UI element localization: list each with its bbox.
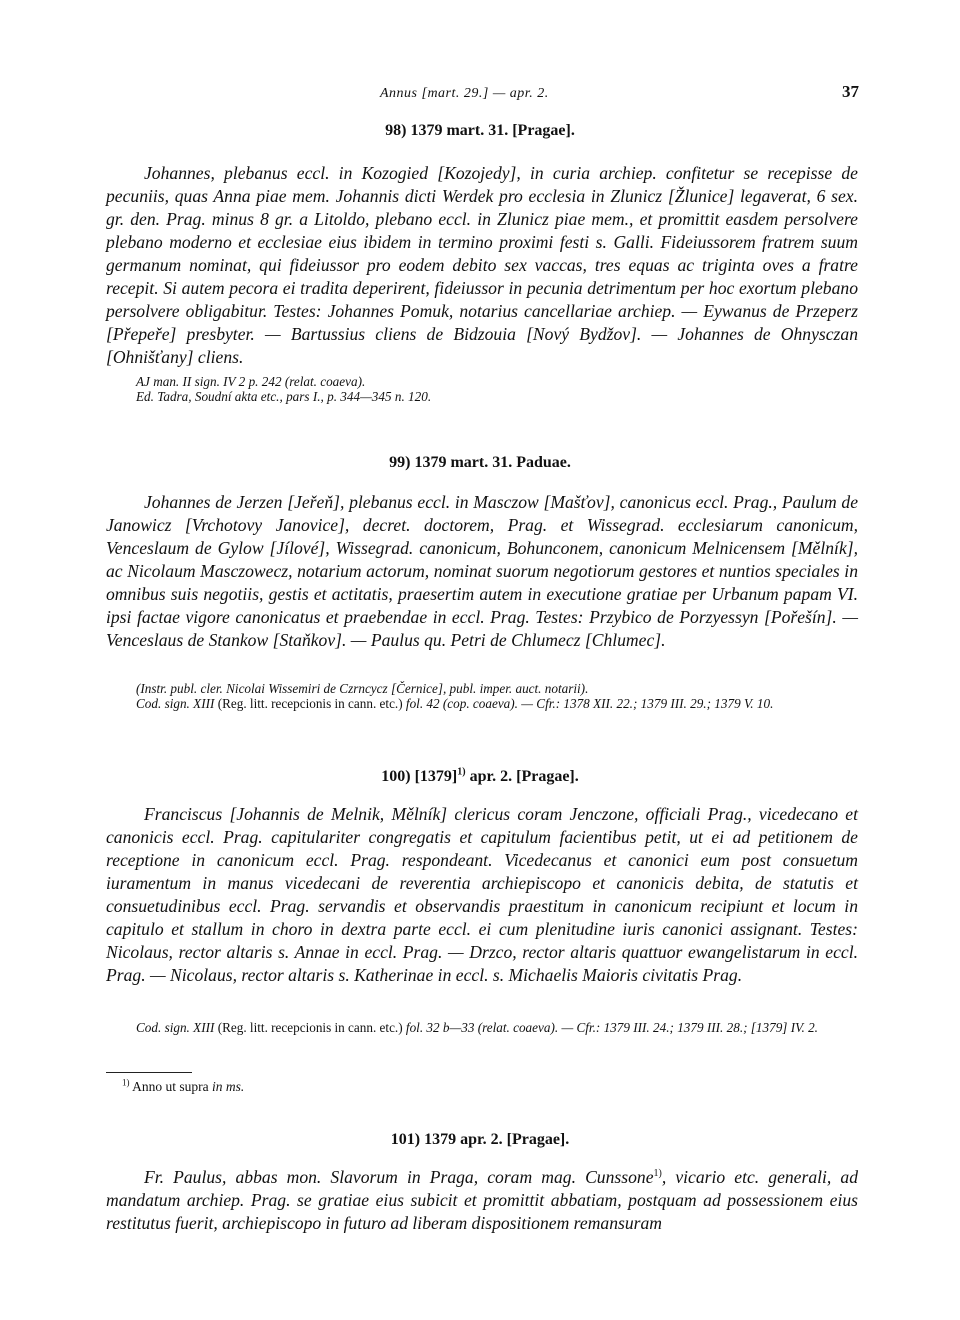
entry-98-text: Johannes, plebanus eccl. in Kozogied [Kozojedy], in curia archiep. confitetur se recepisse de pecuniis, quas Anna piae mem. Johannis dicti Werdek pro ecclesia in Zlunicz [Žlunice] legaverat, 6 sex. gr. den. Prag. minus 8 gr. a Litoldo, plebano eccl. in Zlunicz piae mem., et promittit easdem persolvere plebano moderno et ecclesiae eius ibidem in termino proximi festi s. Galli. Fideiussorem fratrem suum germanum nominat, qui fideiussor pro eodem debito sex vaccas, tres equas ac triginta oves a fratre recepit. Si autem pecora ei tradita deperirent, fideiussor in pecunia detrimentum per hoc exortum plebano persolvere obligabitur. Testes: Johannes Pomuk, notarius cancellariae archiep. — Eywanus de Przeperz [Přepeře] presbyter. — Bartussius cliens de Bidzouia [Nový Bydžov]. — Johannes de Ohnysczan [Ohnišťany] cliens. — [106, 163, 858, 367]
footnote-italic: in ms. — [212, 1079, 245, 1094]
entry-101-text — [106, 1166, 858, 1235]
footnote-marker: 1) — [122, 1077, 130, 1088]
entry-100-note-sign: Cod. sign. XIII — [136, 1020, 218, 1035]
footnote-rule — [106, 1072, 192, 1073]
entry-101-text-start: Fr. Paulus, abbas mon. Slavorum in Praga, coram mag. Cunssone — [144, 1167, 654, 1187]
entry-98-source-1: AJ man. II sign. IV 2 p. 242 (relat. coaeva). — [136, 374, 366, 389]
entry-99-note-2-register: (Reg. litt. recepcionis in cann. etc.) — [217, 696, 403, 711]
entry-101-heading: 101) 1379 apr. 2. [Pragae]. — [390, 1131, 570, 1148]
entry-98-source-2: Ed. Tadra, Soudní akta etc., pars I., p. 344—345 n. 120. — [136, 389, 432, 404]
entry-98-sources — [106, 374, 858, 404]
entry-101-footnote-marker: 1) — [653, 1168, 662, 1180]
entry-99-note-1: (Instr. publ. cler. Nicolai Wissemiri de Czrncycz [Černice], publ. imper. auct. notarii). — [136, 681, 589, 696]
entry-100-footnote-marker: 1) — [457, 766, 466, 778]
entry-100-note — [106, 1020, 858, 1035]
footnote — [122, 1079, 244, 1095]
running-head: Annus [mart. 29.] — apr. 2. — [380, 86, 549, 101]
entry-100-heading-date: apr. 2. [Pragae]. — [465, 768, 579, 785]
entry-100-note-ref: fol. 32 b—33 (relat. coaeva). — Cfr.: 1379 III. 24.; 1379 III. 28.; [1379] IV. 2. — [402, 1020, 818, 1035]
footnote-text: Anno ut supra — [129, 1079, 212, 1094]
page-number: 37 — [842, 82, 859, 101]
entry-99-notes — [106, 681, 858, 711]
entry-100-note-register: (Reg. litt. recepcionis in cann. etc.) — [217, 1020, 403, 1035]
entry-100-heading — [0, 768, 960, 786]
entry-100-heading-number: 100) [1379] — [381, 768, 458, 785]
entry-101-text-rest: , vicario etc. generali, ad mandatum archiep. Prag. se gratiae eius subicit et promittit abbatiam, postquam ad possessionem eius restitutus fuerit, archiepiscopo in futuro ad liberam dispositionem remansuram — [106, 1167, 858, 1233]
entry-99-text: Johannes de Jerzen [Jeřeň], plebanus eccl. in Masczow [Mašťov], canonicus eccl. Prag., Paulum de Janowicz [Vrchotovy Janovice], decret. doctorem, Prag. et Wissegrad. ecclesiarum canonicum, Venceslaum de Gylow [Jílové], Wissegrad. canonicum, Bohunconem, canonicum Melnicensem [Mělník], ac Nicolaum Masczowecz, notarium actorum, nominat suorum negotiorum gestores et nuntios speciales in omnibus suis negotiis, gestis et actitatis, praesertim autem in executione gratiae per Urbanum papam VI. ipsi factae vigore canonicatus et praebendae in eccl. Prag. Testes: Przybico de Porzyessyn [Pořešín]. — Venceslaus de Stankow [Staňkov]. — Paulus qu. Petri de Chlumecz [Chlumec]. — [106, 492, 858, 650]
entry-98-heading: 98) 1379 mart. 31. [Pragae]. — [385, 122, 575, 139]
entry-100-text: Franciscus [Johannis de Melnik, Mělník] clericus coram Jenczone, officiali Prag., vicedecano et canonicis eccl. Prag. capitulariter congregatis et capitulum facientibus petit, ut ei ad petitionem de receptione in canonicum eccl. Prag. respondeant. Vicedecanus et canonici eum post consuetum iuramentum in manus vicedecani de reverentia archiepiscopo et canonicis debita, de statutis et consuetudinibus eccl. Prag. servandis et observandis praestitum in canonicum recipiunt et locum in capitulo et stallum in choro in dextra parte eccl. ei cum plenitudine iuris canonici assignant. Testes: Nicolaus, rector altaris s. Annae in eccl. Prag. — Drzco, rector altaris quattuor ewangelistarum in eccl. Prag. — Nicolaus, rector altaris s. Katherinae in eccl. s. Michaelis Maioris civitatis Prag. — [106, 804, 858, 985]
entry-99-heading: 99) 1379 mart. 31. Paduae. — [389, 454, 571, 471]
entry-99-note-2-sign: Cod. sign. XIII — [136, 696, 218, 711]
entry-99-note-2 — [106, 696, 858, 711]
entry-99-note-2-ref: fol. 42 (cop. coaeva). — Cfr.: 1378 XII. 22.; 1379 III. 29.; 1379 V. 10. — [402, 696, 774, 711]
